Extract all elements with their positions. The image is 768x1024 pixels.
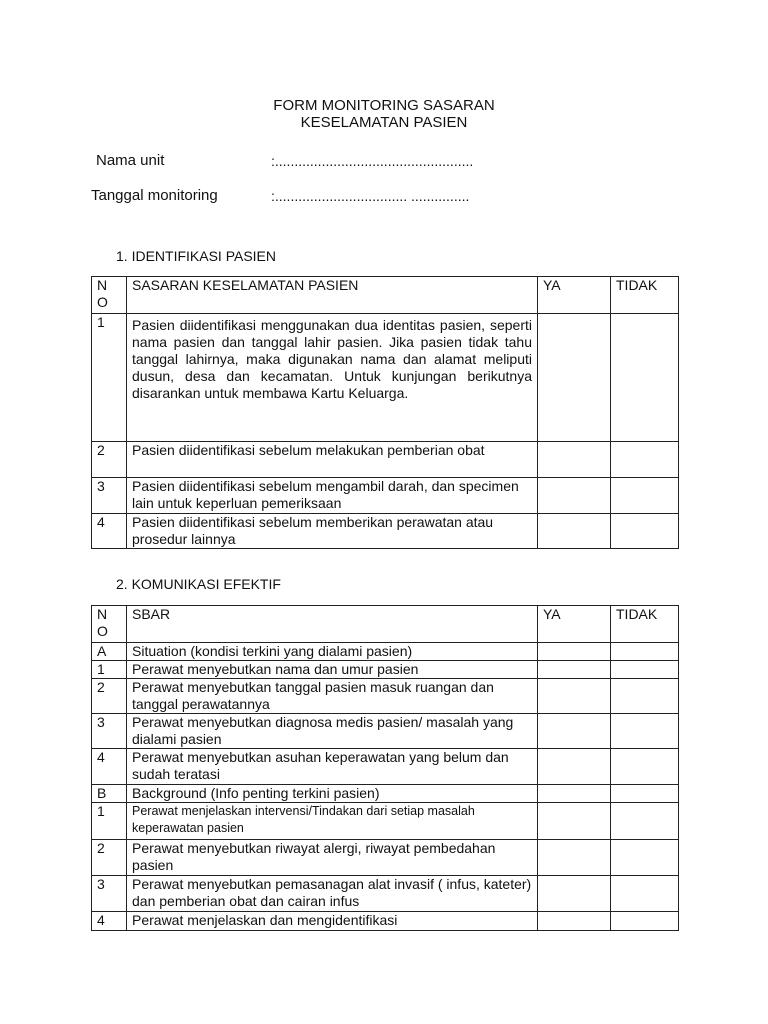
table-header-row bbox=[92, 277, 679, 314]
yes-cell[interactable] bbox=[538, 314, 611, 442]
row-number: 2 bbox=[92, 840, 127, 876]
yes-cell[interactable] bbox=[538, 661, 611, 679]
row-text: Perawat menjelaskan dan mengidentifikasi bbox=[127, 912, 538, 931]
yes-cell[interactable] bbox=[538, 442, 611, 478]
row-text: Perawat menjelaskan intervensi/Tindakan dari setiap masalah keperawatan pasien bbox=[127, 803, 538, 840]
date-value: :.................................. ............... bbox=[271, 188, 470, 204]
tidak-cell[interactable] bbox=[611, 661, 679, 679]
table-row bbox=[92, 314, 679, 442]
row-number: 1 bbox=[92, 803, 127, 840]
header-no: N O bbox=[92, 277, 127, 314]
row-number: 4 bbox=[92, 749, 127, 785]
row-text: Perawat menyebutkan asuhan keperawatan yang belum dan sudah teratasi bbox=[127, 749, 538, 785]
table-row bbox=[92, 442, 679, 478]
row-number: 3 bbox=[92, 714, 127, 749]
tidak-cell[interactable] bbox=[611, 514, 679, 549]
table-row bbox=[92, 714, 679, 749]
tidak-cell[interactable] bbox=[611, 912, 679, 931]
yes-cell[interactable] bbox=[538, 478, 611, 514]
yes-cell[interactable] bbox=[538, 514, 611, 549]
row-text: Perawat menyebutkan riwayat alergi, riwayat pembedahan pasien bbox=[127, 840, 538, 876]
table-row bbox=[92, 749, 679, 785]
tidak-cell[interactable] bbox=[611, 314, 679, 442]
header-tidak: TIDAK bbox=[611, 277, 679, 314]
row-number: 4 bbox=[92, 514, 127, 549]
form-title-line1: FORM MONITORING SASARAN bbox=[273, 97, 495, 114]
yes-cell[interactable] bbox=[538, 785, 611, 803]
tidak-cell[interactable] bbox=[611, 679, 679, 714]
section-komunikasi-heading: 2. KOMUNIKASI EFEKTIF bbox=[116, 576, 281, 592]
section-identifikasi-heading: 1. IDENTIFIKASI PASIEN bbox=[116, 248, 277, 264]
row-number: 2 bbox=[92, 679, 127, 714]
tidak-cell[interactable] bbox=[611, 785, 679, 803]
header-yes: YA bbox=[538, 606, 611, 643]
table-row bbox=[92, 514, 679, 549]
sbar-table bbox=[91, 605, 679, 931]
yes-cell[interactable] bbox=[538, 840, 611, 876]
yes-cell[interactable] bbox=[538, 714, 611, 749]
tidak-cell[interactable] bbox=[611, 840, 679, 876]
header-item: SASARAN KESELAMATAN PASIEN bbox=[127, 277, 538, 314]
table-row bbox=[92, 661, 679, 679]
unit-label: Nama unit bbox=[96, 152, 165, 169]
row-number: 1 bbox=[92, 661, 127, 679]
row-number: 2 bbox=[92, 442, 127, 478]
row-text: Perawat menyebutkan pemasanagan alat invasif ( infus, kateter) dan pemberian obat dan cairan infus bbox=[127, 876, 538, 912]
table-row bbox=[92, 785, 679, 803]
row-number: B bbox=[92, 785, 127, 803]
yes-cell[interactable] bbox=[538, 876, 611, 912]
row-number: 1 bbox=[92, 314, 127, 442]
tidak-cell[interactable] bbox=[611, 478, 679, 514]
table-row bbox=[92, 643, 679, 661]
yes-cell[interactable] bbox=[538, 803, 611, 840]
row-number: A bbox=[92, 643, 127, 661]
identifikasi-table bbox=[91, 276, 679, 549]
row-text: Background (Info penting terkini pasien) bbox=[127, 785, 538, 803]
row-text: Pasien diidentifikasi sebelum memberikan perawatan atau prosedur lainnya bbox=[127, 514, 538, 549]
row-text: Perawat menyebutkan tanggal pasien masuk ruangan dan tanggal perawatannya bbox=[127, 679, 538, 714]
table-row bbox=[92, 840, 679, 876]
table-row bbox=[92, 478, 679, 514]
date-label: Tanggal monitoring bbox=[91, 187, 218, 204]
row-text: Situation (kondisi terkini yang dialami pasien) bbox=[127, 643, 538, 661]
tidak-cell[interactable] bbox=[611, 643, 679, 661]
row-text: Pasien diidentifikasi sebelum mengambil darah, dan specimen lain untuk keperluan pemeriksaan bbox=[127, 478, 538, 514]
yes-cell[interactable] bbox=[538, 912, 611, 931]
table-header-row bbox=[92, 606, 679, 643]
tidak-cell[interactable] bbox=[611, 714, 679, 749]
table-row bbox=[92, 876, 679, 912]
form-title-line2: KESELAMATAN PASIEN bbox=[300, 114, 468, 131]
yes-cell[interactable] bbox=[538, 679, 611, 714]
row-number: 4 bbox=[92, 912, 127, 931]
header-tidak: TIDAK bbox=[611, 606, 679, 643]
row-text: Perawat menyebutkan diagnosa medis pasien/ masalah yang dialami pasien bbox=[127, 714, 538, 749]
table-row bbox=[92, 912, 679, 931]
unit-value: :................................................... bbox=[271, 153, 474, 169]
yes-cell[interactable] bbox=[538, 643, 611, 661]
tidak-cell[interactable] bbox=[611, 749, 679, 785]
header-no: N O bbox=[92, 606, 127, 643]
tidak-cell[interactable] bbox=[611, 876, 679, 912]
row-text: Perawat menyebutkan nama dan umur pasien bbox=[127, 661, 538, 679]
row-number: 3 bbox=[92, 478, 127, 514]
table-row bbox=[92, 803, 679, 840]
yes-cell[interactable] bbox=[538, 749, 611, 785]
tidak-cell[interactable] bbox=[611, 442, 679, 478]
row-text: Pasien diidentifikasi menggunakan dua identitas pasien, seperti nama pasien dan tanggal lahir pasien. Jika pasien tidak tahu tanggal lahirnya, maka digunakan nama dan alamat meliputi dusun, desa dan kecamatan. Untuk kunjungan berikutnya disarankan untuk membawa Kartu Keluarga. bbox=[127, 314, 538, 442]
tidak-cell[interactable] bbox=[611, 803, 679, 840]
table-row bbox=[92, 679, 679, 714]
row-number: 3 bbox=[92, 876, 127, 912]
header-yes: YA bbox=[538, 277, 611, 314]
header-item: SBAR bbox=[127, 606, 538, 643]
row-text: Pasien diidentifikasi sebelum melakukan pemberian obat bbox=[127, 442, 538, 478]
